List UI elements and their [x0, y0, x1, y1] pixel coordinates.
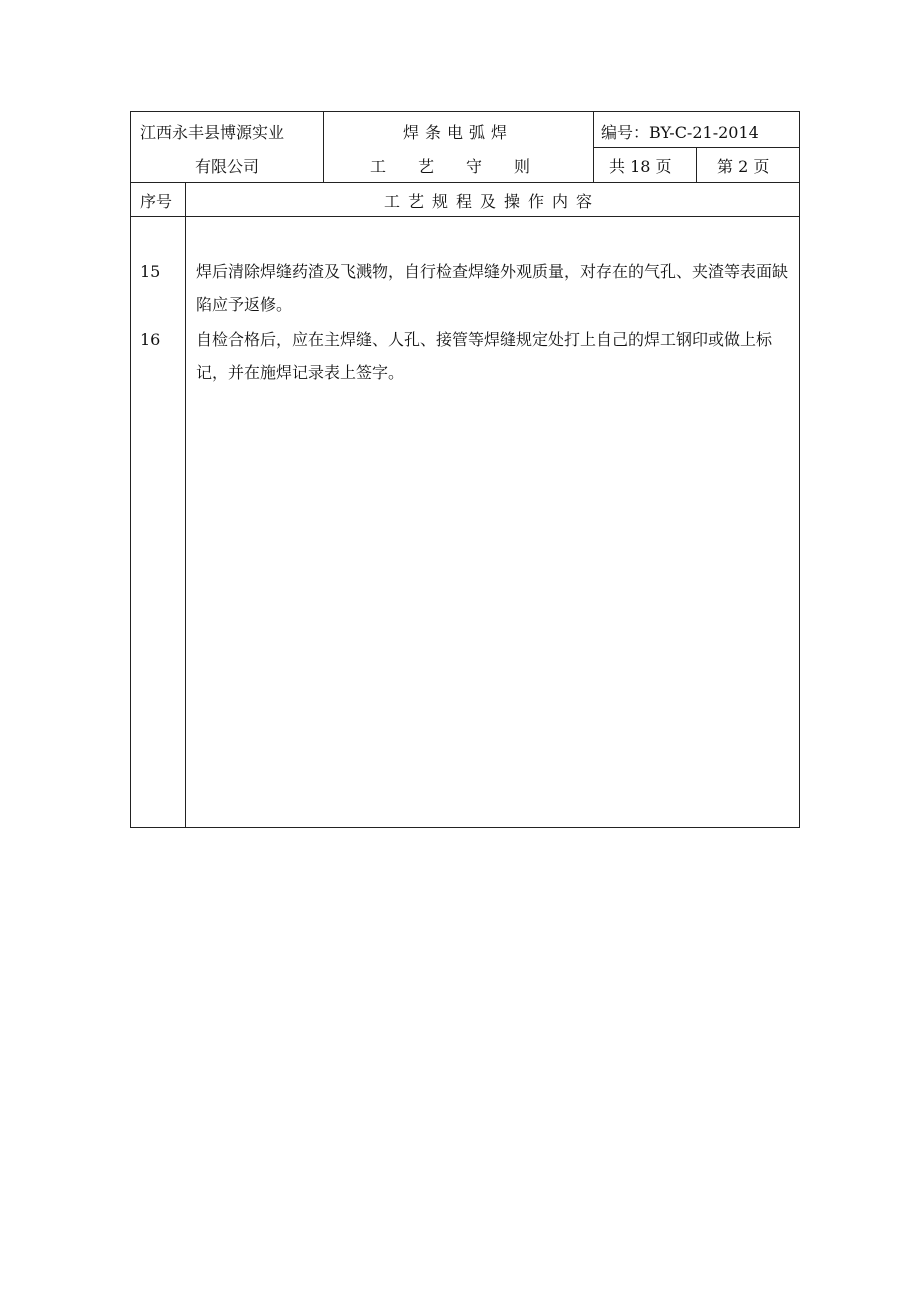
divider — [131, 182, 799, 183]
document-title-line1: 焊条电弧焊 — [402, 123, 513, 142]
company-name-line1: 江西永丰县博源实业 — [140, 123, 285, 142]
item-text: 焊后清除焊缝药渣及飞溅物，自行检查焊缝外观质量，对存在的气孔、夹渣等表面缺陷应予返修。 — [196, 262, 789, 314]
company-name-line2: 有限公司 — [195, 157, 260, 176]
item-text: 自检合格后，应在主焊缝、人孔、接管等焊缝规定处打上自己的焊工钢印或做上标记，并在施焊记录表上签字。 — [196, 330, 773, 382]
item-number: 16 — [140, 330, 161, 349]
divider — [593, 147, 799, 148]
total-pages: 共 18 页 — [609, 157, 672, 176]
divider — [131, 216, 799, 217]
item-number: 15 — [140, 262, 161, 281]
divider — [323, 112, 324, 182]
page-number: 第 2 页 — [717, 157, 770, 176]
document-number: 编号：BY-C-21-2014 — [601, 123, 759, 142]
document-title-line2: 工艺守则 — [369, 157, 562, 176]
divider — [696, 147, 697, 182]
column-header-seq: 序号 — [140, 192, 173, 211]
divider — [185, 182, 186, 828]
document-form — [130, 111, 800, 828]
column-header-content: 工艺规程及操作内容 — [383, 192, 600, 211]
